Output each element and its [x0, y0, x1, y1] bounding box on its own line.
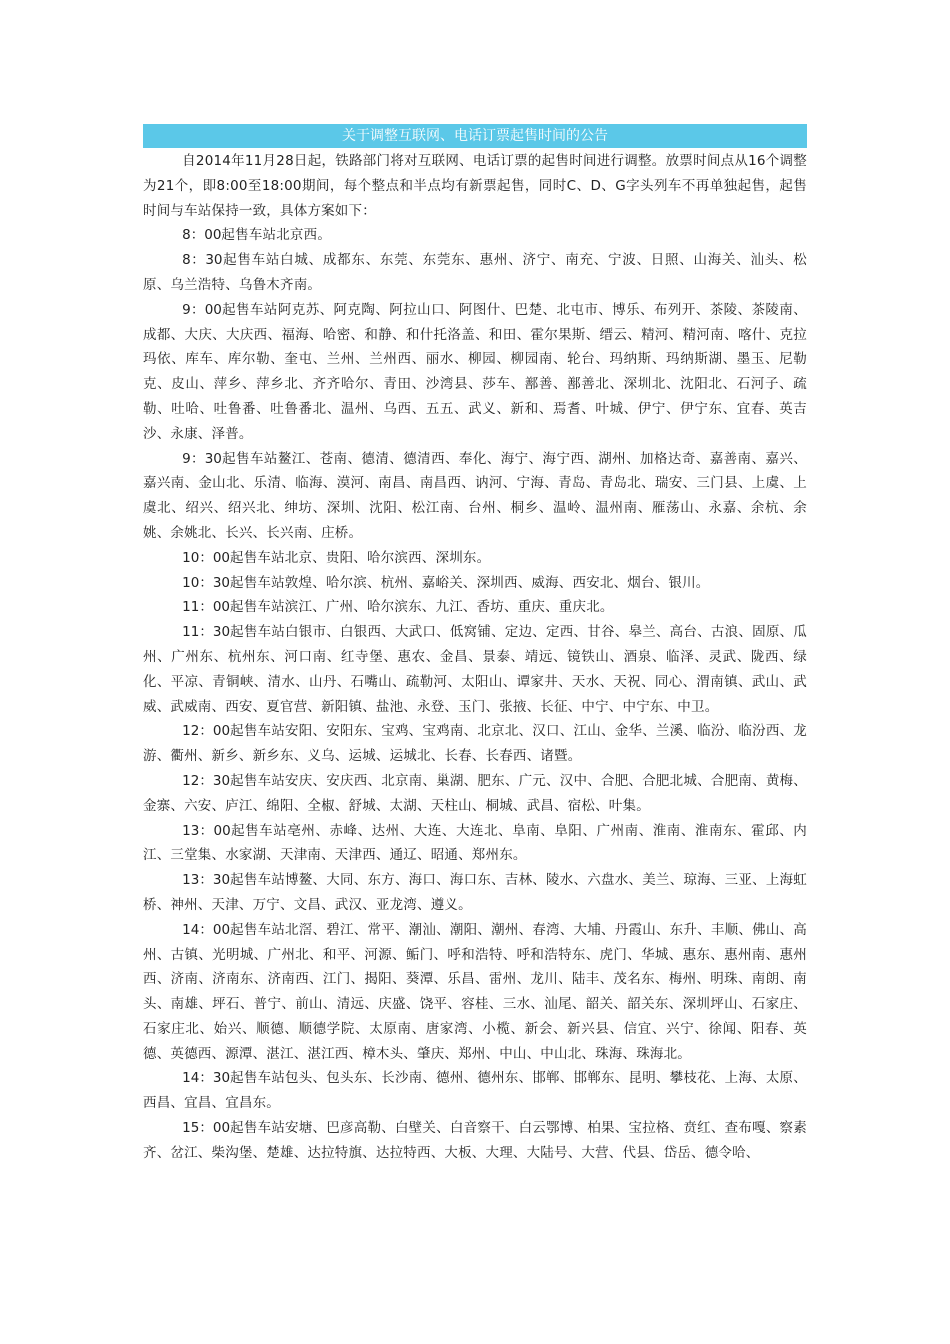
- schedule-paragraph: [143, 546, 807, 571]
- schedule-paragraph: [143, 1066, 807, 1116]
- schedule-time: 9：00: [182, 301, 222, 318]
- schedule-time: 15：00: [182, 1120, 231, 1137]
- schedule-time: 13：00: [182, 822, 231, 839]
- schedule-paragraph: [143, 620, 807, 719]
- schedule-paragraph: [143, 1116, 807, 1166]
- schedule-time: 11：00: [182, 599, 230, 616]
- schedule-stations: 起售车站滨江、广州、哈尔滨东、九江、香坊、重庆、重庆北。: [230, 599, 614, 616]
- intro-paragraph: 自2014年11月28日起，铁路部门将对互联网、电话订票的起售时间进行调整。放票时间点从16个调整为21个，即8:00至18:00期间，每个整点和半点均有新票起售，同时C、D、G字头列车不再单独起售，起售时间与车站保持一致，具体方案如下：: [143, 153, 807, 219]
- schedule-time: 8：30: [182, 252, 223, 269]
- schedule-paragraph: [143, 447, 807, 546]
- schedule-paragraph: [143, 868, 807, 918]
- schedule-stations: 起售车站安塘、巴彦高勒、白壁关、白音察干、白云鄂博、柏果、宝拉格、贲红、查布嘎、察素齐、岔江、柴沟堡、楚雄、达拉特旗、达拉特西、大板、大理、大陆号、大营、代县、岱岳、德令哈、: [143, 1120, 807, 1161]
- schedule-paragraph: [143, 248, 807, 298]
- schedule-paragraph: [143, 918, 807, 1067]
- schedule-time: 8：00: [182, 227, 222, 244]
- document-title: 关于调整互联网、电话订票起售时间的公告: [143, 124, 807, 148]
- announcement-document: [143, 124, 807, 1166]
- schedule-paragraph: [143, 223, 807, 248]
- schedule-stations: 起售车站白城、成都东、东莞、东莞东、惠州、济宁、南充、宁波、日照、山海关、汕头、松原、乌兰浩特、乌鲁木齐南。: [143, 252, 807, 293]
- schedule-time: 14：00: [182, 921, 231, 938]
- schedule-stations: 起售车站敦煌、哈尔滨、杭州、嘉峪关、深圳西、威海、西安北、烟台、银川。: [230, 574, 710, 591]
- schedule-paragraph: [143, 298, 807, 447]
- schedule-stations: 起售车站白银市、白银西、大武口、低窝铺、定边、定西、甘谷、皋兰、高台、古浪、固原、瓜州、广州东、杭州东、河口南、红寺堡、惠农、金昌、景泰、靖远、镜铁山、酒泉、临泽、灵武、陇西、绿化、平凉、青铜峡、清水、山丹、石嘴山、疏勒河、太阳山、谭家井、天水、天祝、同心、渭南镇、武山、武威、武威南、西安、夏官营、新阳镇、盐池、永登、玉门、张掖、长征、中宁、中宁东、中卫。: [143, 624, 807, 715]
- schedule-stations: 起售车站阿克苏、阿克陶、阿拉山口、阿图什、巴楚、北屯市、博乐、布列开、茶陵、茶陵南、成都、大庆、大庆西、福海、哈密、和静、和什托洛盖、和田、霍尔果斯、缙云、精河、精河南、喀什、克拉玛依、库车、库尔勒、奎屯、兰州、兰州西、丽水、柳园、柳园南、轮台、玛纳斯、玛纳斯湖、墨玉、尼勒克、皮山、萍乡、萍乡北、齐齐哈尔、青田、沙湾县、莎车、鄯善、鄯善北、深圳北、沈阳北、石河子、疏勒、吐哈、吐鲁番、吐鲁番北、温州、乌西、五五、武义、新和、焉耆、叶城、伊宁、伊宁东、宜春、英吉沙、永康、泽普。: [143, 301, 807, 442]
- schedule-paragraph: [143, 595, 807, 620]
- schedule-stations: 起售车站博鳌、大同、东方、海口、海口东、吉林、陵水、六盘水、美兰、琼海、三亚、上海虹桥、神州、天津、万宁、文昌、武汉、亚龙湾、遵义。: [143, 872, 807, 913]
- schedule-paragraph: [143, 769, 807, 819]
- schedule-stations: 起售车站北京西。: [221, 227, 332, 244]
- schedule-paragraph: [143, 819, 807, 869]
- schedule-paragraph: [143, 571, 807, 596]
- schedule-stations: 起售车站北京、贵阳、哈尔滨西、深圳东。: [230, 549, 491, 566]
- schedule-time: 14：30: [182, 1070, 231, 1087]
- schedule-time: 12：00: [182, 723, 231, 740]
- schedule-stations: 起售车站安庆、安庆西、北京南、巢湖、肥东、广元、汉中、合肥、合肥北城、合肥南、黄梅、金寨、六安、庐江、绵阳、全椒、舒城、太湖、天柱山、桐城、武昌、宿松、叶集。: [143, 772, 807, 814]
- schedule-time: 10：30: [182, 574, 230, 591]
- schedule-stations: 起售车站包头、包头东、长沙南、德州、德州东、邯郸、邯郸东、昆明、攀枝花、上海、太原、西昌、宜昌、宜昌东。: [143, 1070, 807, 1112]
- schedule-paragraph: [143, 719, 807, 769]
- schedule-time: 9：30: [182, 450, 222, 467]
- schedule-time: 12：30: [182, 772, 231, 789]
- schedule-time: 11：30: [182, 624, 231, 641]
- schedule-stations: 起售车站亳州、赤峰、达州、大连、大连北、阜南、阜阳、广州南、淮南、淮南东、霍邱、内江、三堂集、水家湖、天津南、天津西、通辽、昭通、郑州东。: [143, 822, 808, 864]
- schedule-stations: 起售车站北滘、碧江、常平、潮汕、潮阳、潮州、春湾、大埔、丹霞山、东升、丰顺、佛山、高州、古镇、光明城、广州北、和平、河源、鲘门、呼和浩特、呼和浩特东、虎门、华城、惠东、惠州南、惠州西、济南、济南东、济南西、江门、揭阳、葵潭、乐昌、雷州、龙川、陆丰、茂名东、梅州、明珠、南朗、南头、南雄、坪石、普宁、前山、清远、庆盛、饶平、容桂、三水、汕尾、韶关、韶关东、深圳坪山、石家庄、石家庄北、始兴、顺德、顺德学院、太原南、唐家湾、小榄、新会、新兴县、信宜、兴宁、徐闻、阳春、英德、英德西、源潭、湛江、湛江西、樟木头、肇庆、郑州、中山、中山北、珠海、珠海北。: [143, 921, 807, 1062]
- schedule-stations: 起售车站安阳、安阳东、宝鸡、宝鸡南、北京北、汉口、江山、金华、兰溪、临汾、临汾西、龙游、衢州、新乡、新乡东、义乌、运城、运城北、长春、长春西、诸暨。: [143, 723, 807, 765]
- schedule-time: 10：00: [182, 549, 230, 566]
- schedule-stations: 起售车站鳌江、苍南、德清、德清西、奉化、海宁、海宁西、湖州、加格达奇、嘉善南、嘉兴、嘉兴南、金山北、乐清、临海、漠河、南昌、南昌西、讷河、宁海、青岛、青岛北、瑞安、三门县、上虞、上虞北、绍兴、绍兴北、绅坊、深圳、沈阳、松江南、台州、桐乡、温岭、温州南、雁荡山、永嘉、余杭、余姚、余姚北、长兴、长兴南、庄桥。: [143, 450, 807, 541]
- schedule-time: 13：30: [182, 872, 231, 889]
- schedule-list: [143, 223, 807, 1165]
